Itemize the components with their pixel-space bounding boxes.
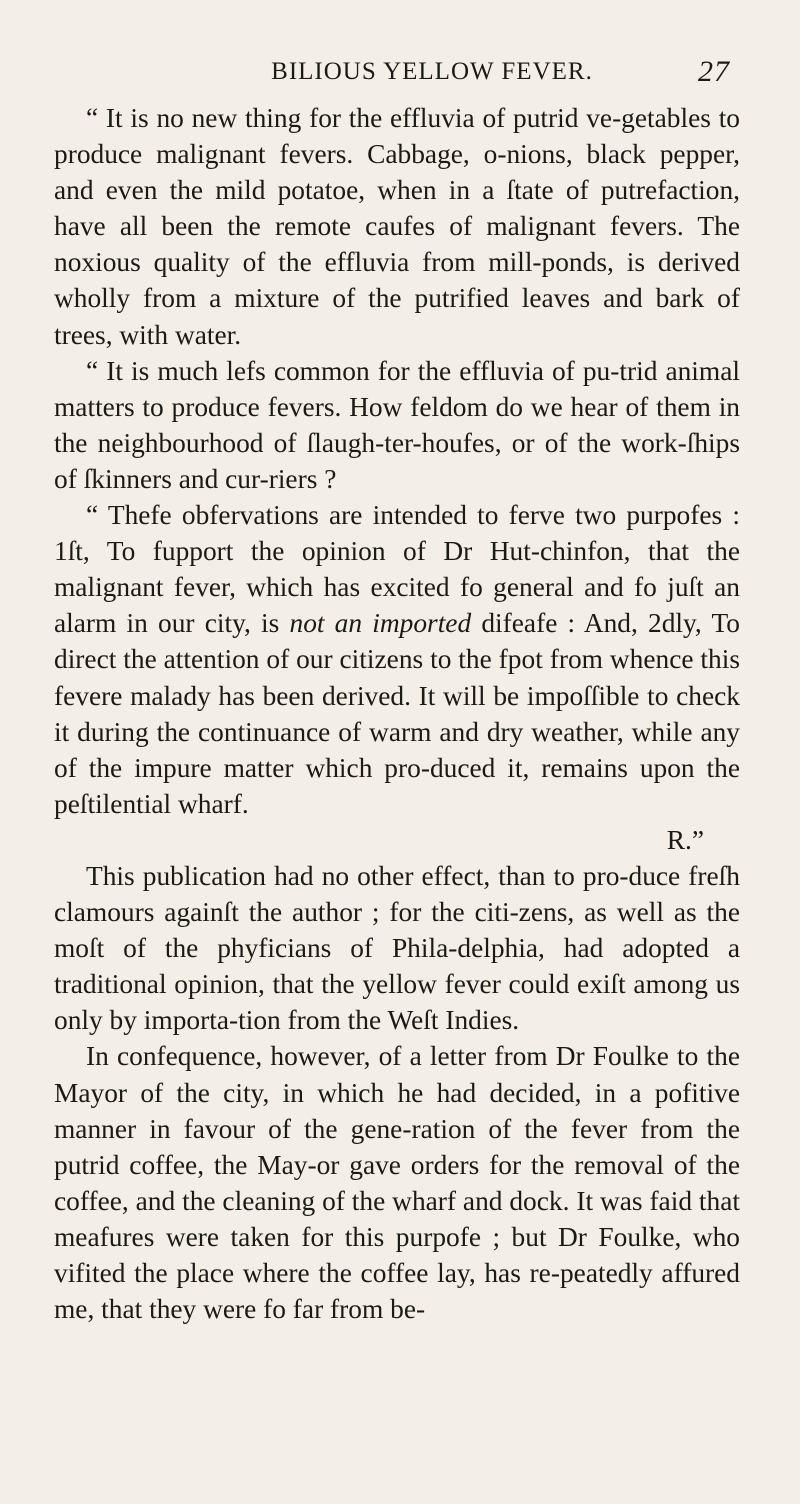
paragraph-3-after: difeafe : And, 2dly, To direct the attention of our citizens to the fpot from whence this fevere malady has been derived. It will be impoſſible to check it during the continuance of warm and dry weather, while any of the impure matter which pro-duced it, remains upon the peſtilential wharf. — [54, 608, 740, 819]
running-head — [54, 52, 740, 92]
body-text — [54, 100, 740, 1327]
page-number: 27 — [698, 55, 730, 88]
paragraph-3-before: “ Thefe obfervations are intended to ferve two purpofes : 1ſt, To fupport the opinion of Dr Hut-chinfon, that the malignant fever, which has excited fo general and fo juſt an alarm in our city, is — [54, 500, 740, 639]
paragraph-2: “ It is much lefs common for the effluvia of pu-trid animal matters to produce fevers. How feldom do we hear of them in the neighbourhood of ſlaugh-ter-houfes, or of the work-ſhips of ſkinners and cur-riers ? — [54, 355, 740, 494]
paragraph-3-emphasis: not an imported — [289, 608, 472, 639]
paragraph-3 — [54, 497, 740, 822]
running-title: BILIOUS YELLOW FEVER. — [271, 58, 593, 85]
paragraph-5: In confequence, however, of a letter from Dr Foulke to the Mayor of the city, in which he had decided, in a pofitive manner in favour of the gene-ration of the fever from the putrid coffee, the May-or gave orders for the removal of the coffee, and the cleaning of the wharf and dock. It was faid that meafures were taken for this purpofe ; but Dr Foulke, who vifited the place where the coffee lay, has re-peatedly affured me, that they were fo far from be- — [54, 1041, 740, 1325]
paragraph-1: “ It is no new thing for the effluvia of putrid ve-getables to produce malignant fevers. Cabbage, o-nions, black pepper, and even the mild potatoe, when in a ſtate of putrefaction, have all been the remote caufes of malignant fevers. The noxious quality of the effluvia from mill-ponds, is derived wholly from a mixture of the putrified leaves and bark of trees, with water. — [54, 103, 740, 350]
letter-signature: R.” — [666, 824, 704, 855]
paragraph-4: This publication had no other effect, than to pro-duce freſh clamours againſt the author ; for the citi-zens, as well as the moſt of the phyficians of Phila-delphia, had adopted a traditional opinion, that the yellow fever could exiſt among us only by importa-tion from the Weſt Indies. — [54, 860, 740, 1036]
